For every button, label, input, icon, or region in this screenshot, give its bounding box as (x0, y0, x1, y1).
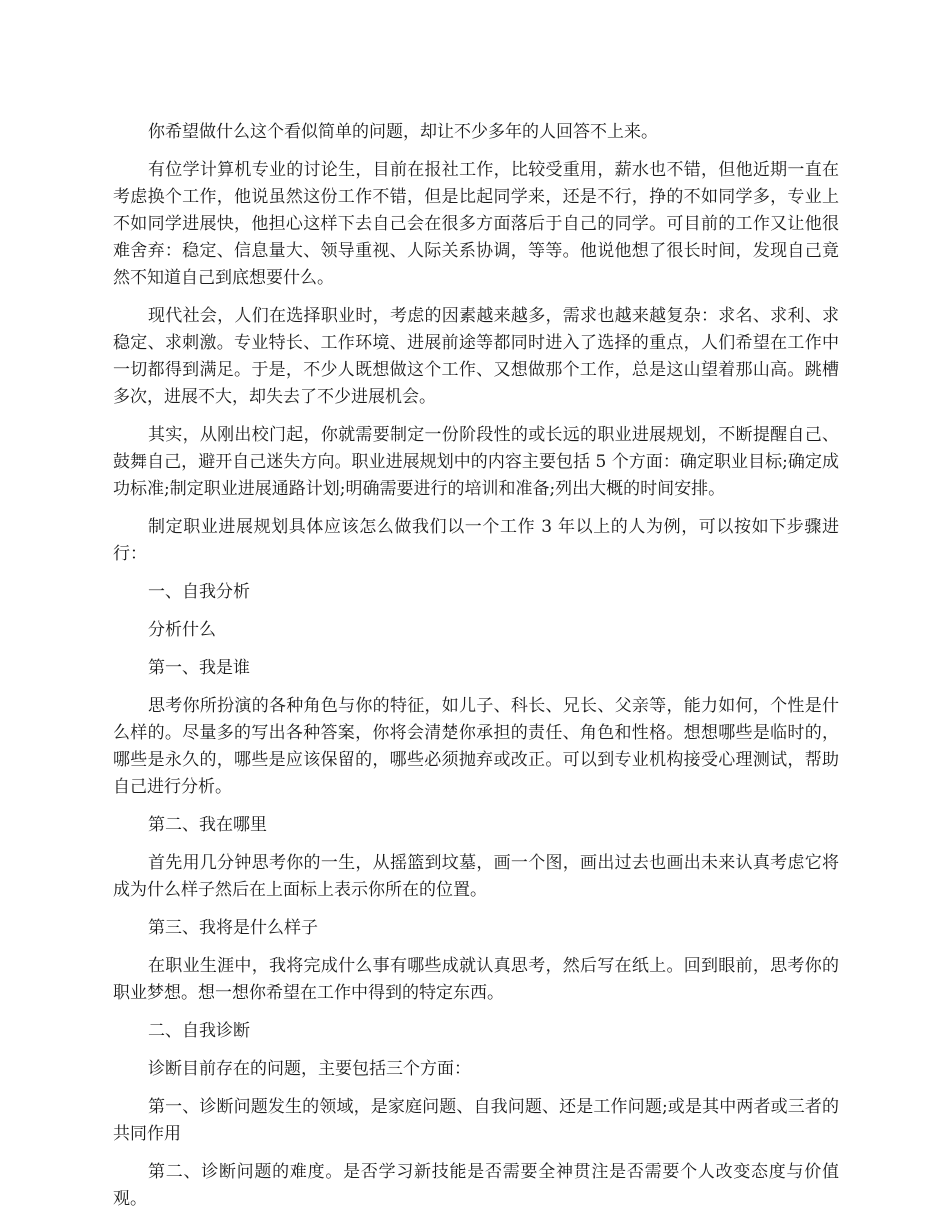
section-heading-self-diagnosis: 二、自我诊断 (148, 1021, 250, 1041)
section-heading-self-analysis: 一、自我分析 (148, 582, 250, 602)
subheading-what-to-analyze: 分析什么 (148, 620, 216, 640)
paragraph-life-map: 首先用几分钟思考你的一生，从摇篮到坟墓，画一个图，画出过去也画出未来认真考虑它将成为什么样子然后在上面标上表示你所在的位置。 (113, 853, 839, 900)
subheading-what-will-i-be: 第三、我将是什么样子 (148, 918, 318, 938)
paragraph-diagnose-difficulty: 第二、诊断问题的难度。是否学习新技能是否需要全神贯注是否需要个人改变态度与价值观。 (113, 1162, 839, 1209)
paragraph-how-to-plan: 制定职业进展规划具体应该怎么做我们以一个工作 3 年以上的人为例，可以按如下步骤进行： (113, 517, 839, 564)
paragraph-modern-society: 现代社会，人们在选择职业时，考虑的因素越来越多，需求也越来越复杂：求名、求利、求稳定、求刺激。专业特长、工作环境、进展前途等都同时进入了选择的重点，人们希望在工作中一切都得到满足。于是，不少人既想做这个工作、又想做那个工作，总是这山望着那山高。跳槽多次，进展不大，却失去了不少进展机会。 (113, 306, 839, 407)
subheading-who-am-i: 第一、我是谁 (148, 658, 250, 678)
paragraph-career-plan-contents: 其实，从刚出校门起，你就需要制定一份阶段性的或长远的职业进展规划，不断提醒自己、鼓舞自己，避开自己迷失方向。职业进展规划中的内容主要包括 5 个方面：确定职业目标;确定成功标准;制定职业进展通路计划;明确需要进行的培训和准备;列出大概的时间安排。 (113, 425, 839, 499)
subheading-where-am-i: 第二、我在哪里 (148, 815, 267, 835)
paragraph-intro-question: 你希望做什么这个看似简单的问题，却让不少多年的人回答不上来。 (148, 122, 658, 142)
document-body (113, 119, 839, 1224)
paragraph-example-student: 有位学计算机专业的讨论生，目前在报社工作，比较受重用，薪水也不错，但他近期一直在考虑换个工作，他说虽然这份工作不错，但是比起同学来，还是不行，挣的不如同学多，专业上不如同学进展快，他担心这样下去自己会在很多方面落后于自己的同学。可目前的工作又让他很难舍弃：稳定、信息量大、领导重视、人际关系协调，等等。他说他想了很长时间，发现自己竟然不知道自己到底想要什么。 (113, 160, 839, 288)
paragraph-roles-and-traits: 思考你所扮演的各种角色与你的特征，如儿子、科长、兄长、父亲等，能力如何，个性是什么样的。尽量多的写出各种答案，你将会清楚你承担的责任、角色和性格。想想哪些是临时的，哪些是永久的，哪些是应该保留的，哪些必须抛弃或改正。可以到专业机构接受心理测试，帮助自己进行分析。 (113, 696, 839, 797)
paragraph-career-dream: 在职业生涯中，我将完成什么事有哪些成就认真思考，然后写在纸上。回到眼前，思考你的职业梦想。想一想你希望在工作中得到的特定东西。 (113, 956, 839, 1003)
paragraph-diagnose-domain: 第一、诊断问题发生的领域，是家庭问题、自我问题、还是工作问题;或是其中两者或三者的共同作用 (113, 1097, 839, 1144)
subheading-diagnose-problems: 诊断目前存在的问题，主要包括三个方面： (148, 1059, 471, 1079)
